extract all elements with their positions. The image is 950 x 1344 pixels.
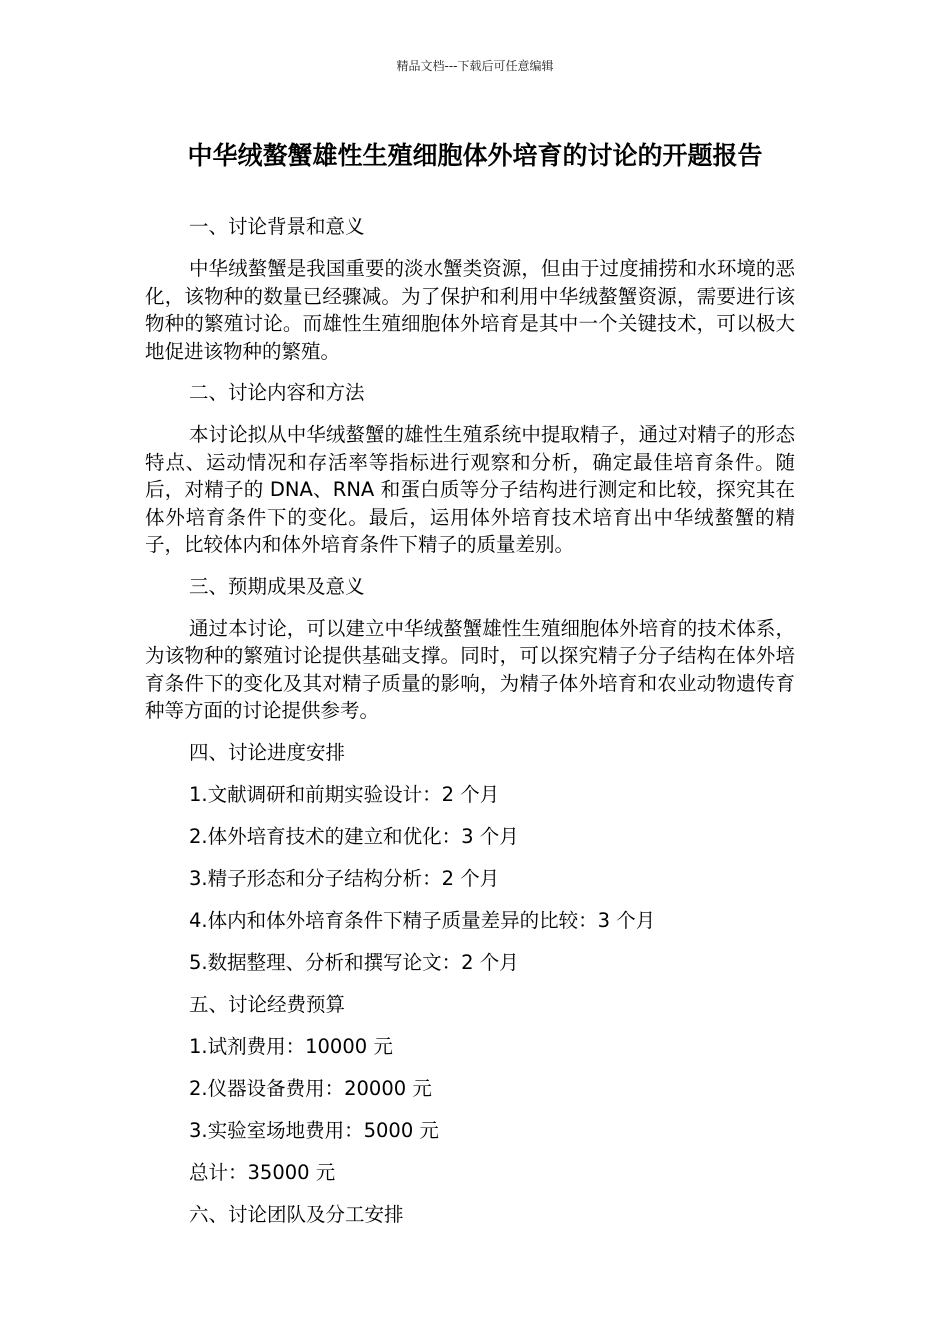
header-note: 精品文档---下载后可任意编辑 [396, 59, 554, 73]
budget-total: 总计：35000 元 [189, 1160, 336, 1184]
budget-item: 2.仪器设备费用：20000 元 [189, 1076, 432, 1100]
section-heading-schedule: 四、讨论进度安排 [189, 740, 346, 764]
section-heading-team: 六、讨论团队及分工安排 [189, 1202, 404, 1226]
paragraph-expected: 通过本讨论，可以建立中华绒螯蟹雄性生殖细胞体外培育的技术体系，为该物种的繁殖讨论提供基础支撑。同时，可以探究精子分子结构在体外培育条件下的变化及其对精子质量的影响，为精子体外培育和农业动物遗传育种等方面的讨论提供参考。 [145, 616, 795, 722]
schedule-item: 5.数据整理、分析和撰写论文：2 个月 [189, 950, 519, 974]
paragraph-background: 中华绒螯蟹是我国重要的淡水蟹类资源，但由于过度捕捞和水环境的恶化，该物种的数量已经骤减。为了保护和利用中华绒螯蟹资源，需要进行该物种的繁殖讨论。而雄性生殖细胞体外培育是其中一个关键技术，可以极大地促进该物种的繁殖。 [145, 257, 795, 363]
schedule-item: 4.体内和体外培育条件下精子质量差异的比较：3 个月 [189, 908, 656, 932]
document-body [145, 213, 795, 1243]
budget-item: 3.实验室场地费用：5000 元 [189, 1118, 439, 1142]
section-heading-content-methods: 二、讨论内容和方法 [189, 381, 365, 404]
section-heading-expected: 三、预期成果及意义 [189, 574, 365, 598]
schedule-item: 3.精子形态和分子结构分析：2 个月 [189, 866, 500, 890]
document-title: 中华绒螯蟹雄性生殖细胞体外培育的讨论的开题报告 [187, 141, 763, 170]
paragraph-content-methods: 本讨论拟从中华绒螯蟹的雄性生殖系统中提取精子，通过对精子的形态特点、运动情况和存活率等指标进行观察和分析，确定最佳培育条件。随后，对精子的 DNA、RNA 和蛋白质等分子结构进行测定和比较，探究其在体外培育条件下的变化。最后，运用体外培育技术培育出中华绒螯蟹的精子，比较体内和体外培育条件下精子的质量差别。 [145, 423, 795, 556]
schedule-item: 2.体外培育技术的建立和优化：3 个月 [189, 824, 519, 848]
section-heading-background: 一、讨论背景和意义 [189, 215, 365, 238]
budget-item: 1.试剂费用：10000 元 [189, 1034, 393, 1058]
schedule-item: 1.文献调研和前期实验设计：2 个月 [189, 782, 500, 806]
section-heading-budget: 五、讨论经费预算 [189, 992, 346, 1016]
